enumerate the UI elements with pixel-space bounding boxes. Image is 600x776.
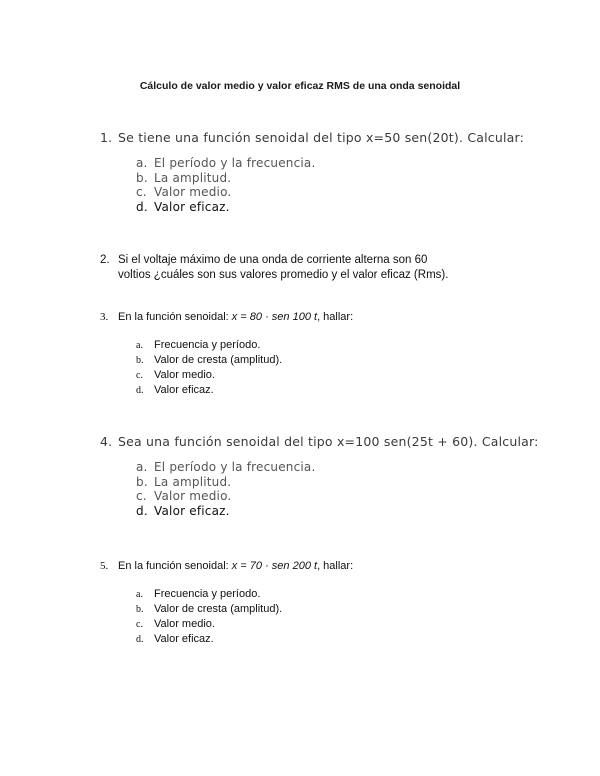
list-item: d. Valor eficaz. bbox=[136, 633, 214, 645]
question-3-items bbox=[136, 338, 282, 398]
question-number: 1. bbox=[100, 130, 113, 145]
question-prefix: En la función senoidal: bbox=[118, 560, 232, 572]
list-item: b. La amplitud. bbox=[136, 170, 232, 185]
list-item: d. Valor eficaz. bbox=[136, 503, 230, 518]
formula: x = 80 · sen 100 t bbox=[231, 311, 318, 323]
question-suffix: , hallar: bbox=[317, 311, 354, 323]
list-item: a. Frecuencia y período. bbox=[136, 339, 261, 351]
question-number: 3. bbox=[100, 311, 109, 323]
question-4 bbox=[100, 434, 539, 449]
question-1-items bbox=[136, 156, 316, 214]
question-5-items bbox=[136, 587, 282, 647]
page-title: Cálculo de valor medio y valor eficaz RMS de una onda senoidal bbox=[139, 80, 461, 92]
question-2-line-2: voltios ¿cuáles son sus valores promedio y el valor eficaz (Rms). bbox=[118, 269, 449, 281]
list-item: d. Valor eficaz. bbox=[136, 199, 230, 214]
question-suffix: , hallar: bbox=[317, 560, 354, 572]
list-item: d. Valor eficaz. bbox=[136, 384, 214, 396]
list-item: c. Valor medio. bbox=[136, 185, 232, 199]
list-item: a. El período y la frecuencia. bbox=[136, 460, 316, 474]
list-item: b. Valor de cresta (amplitud). bbox=[136, 354, 283, 366]
question-5 bbox=[100, 560, 353, 572]
question-text-line-1: Si el voltaje máximo de una onda de corriente alterna son 60 bbox=[118, 254, 428, 266]
list-item: b. Valor de cresta (amplitud). bbox=[136, 603, 283, 615]
question-3 bbox=[100, 311, 353, 323]
question-2 bbox=[100, 254, 427, 266]
question-text: Sea una función senoidal del tipo x=100 sen(25t + 60). Calcular: bbox=[118, 434, 539, 449]
question-number: 2. bbox=[100, 254, 110, 266]
question-number: 5. bbox=[100, 560, 109, 572]
list-item: c. Valor medio. bbox=[136, 369, 215, 381]
question-number: 4. bbox=[100, 434, 113, 449]
question-prefix: En la función senoidal: bbox=[118, 311, 232, 323]
list-item: b. La amplitud. bbox=[136, 474, 232, 489]
formula: x = 70 · sen 200 t bbox=[231, 560, 318, 572]
list-item: a. El período y la frecuencia. bbox=[136, 156, 316, 170]
question-1 bbox=[100, 130, 524, 145]
list-item: c. Valor medio. bbox=[136, 489, 232, 503]
list-item: c. Valor medio. bbox=[136, 618, 215, 630]
question-text: Se tiene una función senoidal del tipo x=50 sen(20t). Calcular: bbox=[118, 130, 525, 145]
question-4-items bbox=[136, 460, 316, 518]
list-item: a. Frecuencia y período. bbox=[136, 588, 261, 600]
